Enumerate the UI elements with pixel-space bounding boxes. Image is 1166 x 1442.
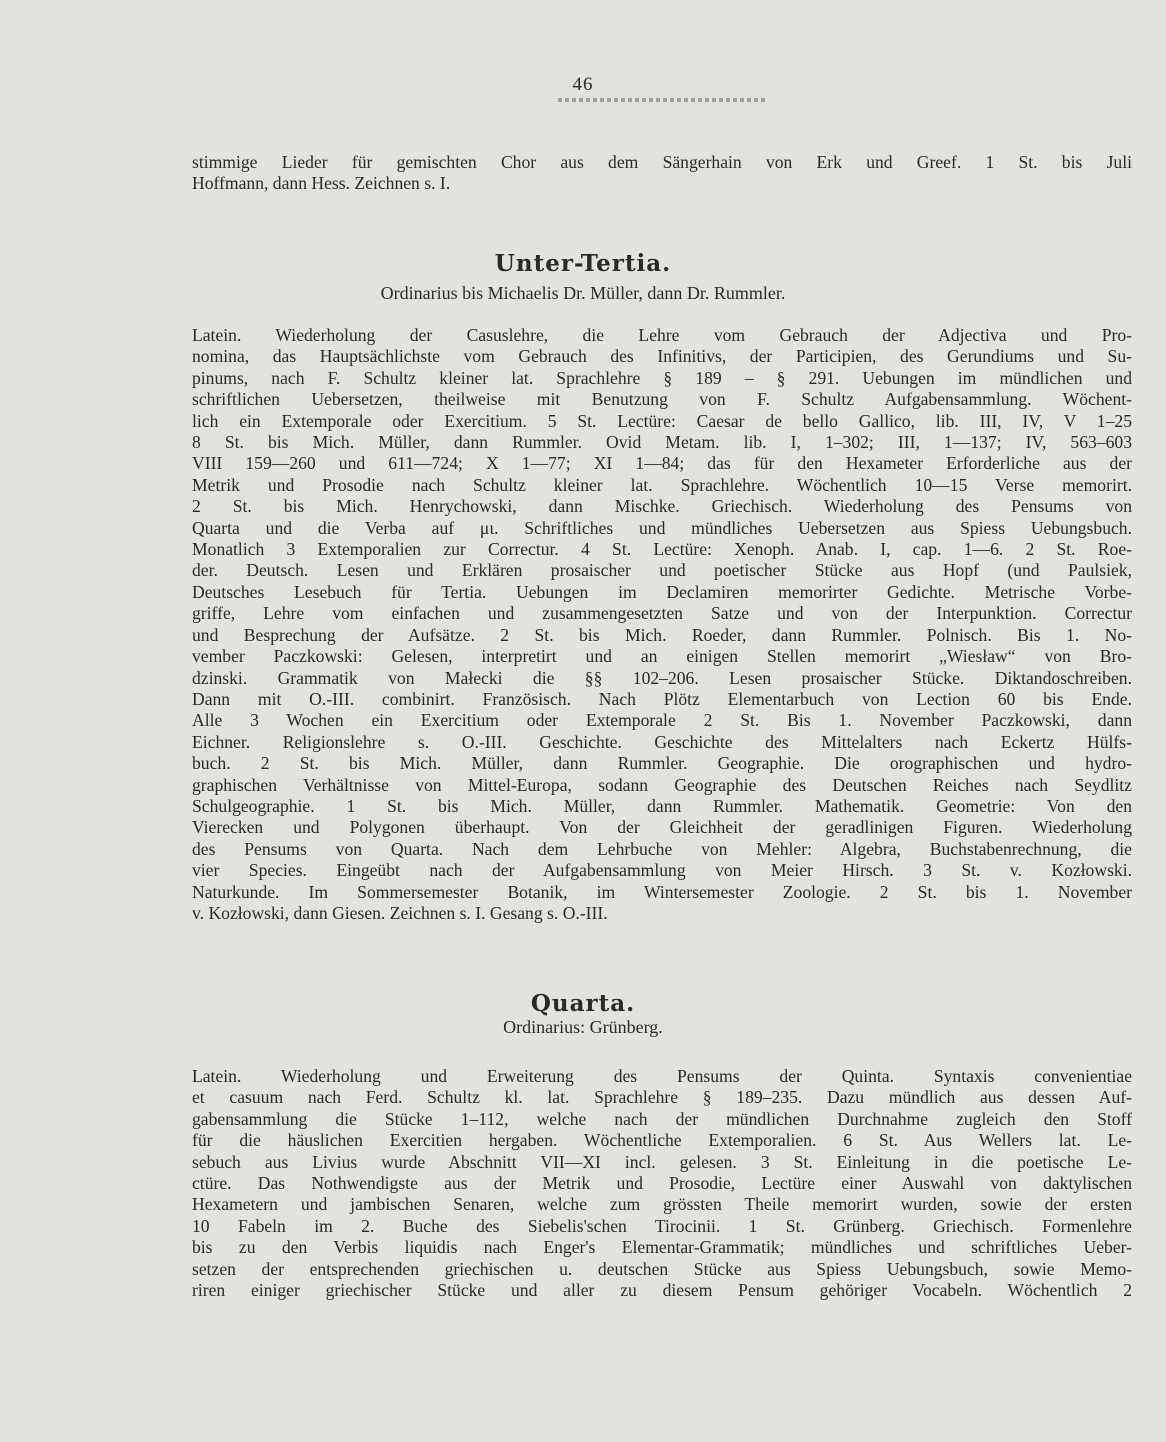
text-line: nomina, das Hauptsächlichste vom Gebrauch des Infinitivs, der Participien, des Gerundiums und Su- xyxy=(192,346,1132,367)
section-heading-unter-tertia: Unter-Tertia. xyxy=(494,250,672,277)
text-line: griffe, Lehre vom einfachen und zusammengesetzten Satze und von der Interpunktion. Correctur xyxy=(192,603,1132,624)
text-line: Dann mit O.-III. combinirt. Französisch. Nach Plötz Elementarbuch von Lection 60 bis Ende. xyxy=(192,688,1132,709)
text-line: Naturkunde. Im Sommersemester Botanik, im Wintersemester Zoologie. 2 St. bis 1. November xyxy=(192,881,1132,902)
text-line: bis zu den Verbis liquidis nach Enger's Elementar-Grammatik; mündliches und schriftliches Ueber- xyxy=(192,1237,1132,1258)
text-line: 2 St. bis Mich. Henrychowski, dann Mischke. Griechisch. Wiederholung des Pensums von xyxy=(192,496,1132,517)
text-line: Metrik und Prosodie nach Schultz kleiner lat. Sprachlehre. Wöchentlich 10—15 Verse memorirt. xyxy=(192,474,1132,495)
page-number-rule xyxy=(558,98,768,102)
text-line: und Besprechung der Aufsätze. 2 St. bis Mich. Roeder, dann Rummler. Polnisch. Bis 1. No- xyxy=(192,624,1132,645)
text-line: sebuch aus Livius wurde Abschnitt VII—XI incl. gelesen. 3 St. Einleitung in die poetische Le- xyxy=(192,1151,1132,1172)
text-line: Monatlich 3 Extemporalien zur Correctur. 4 St. Lectüre: Xenoph. Anab. I, cap. 1—6. 2 St. Roe- xyxy=(192,539,1132,560)
text-line: lich ein Extemporale oder Exercitium. 5 St. Lectüre: Caesar de bello Gallico, lib. III, IV, V 1–25 xyxy=(192,410,1132,431)
text-line: riren einiger griechischer Stücke und aller zu diesem Pensum gehöriger Vocabeln. Wöchentlich 2 xyxy=(192,1280,1132,1301)
text-line: schriftlichen Uebersetzen, theilweise mit Benutzung von F. Schultz Aufgabensammlung. Wöchent- xyxy=(192,389,1132,410)
page-number: 46 xyxy=(572,74,594,95)
text-line: für die häuslichen Exercitien hergaben. Wöchentliche Extemporalien. 6 St. Aus Wellers lat. Le- xyxy=(192,1130,1132,1151)
ordinarius-quarta: Ordinarius: Grünberg. xyxy=(503,1017,663,1037)
text-line: graphischen Verhältnisse von Mittel-Europa, sodann Geographie des Deutschen Reiches nach Seydlitz xyxy=(192,774,1132,795)
text-line: Alle 3 Wochen ein Exercitium oder Extemporale 2 St. Bis 1. November Paczkowski, dann xyxy=(192,710,1132,731)
text-line: gabensammlung die Stücke 1–112, welche nach der mündlichen Durchnahme zugleich den Stoff xyxy=(192,1108,1132,1129)
intro-paragraph xyxy=(192,152,1132,195)
text-line: vier Species. Eingeübt nach der Aufgabensammlung von Meier Hirsch. 3 St. v. Kozłowski. xyxy=(192,860,1132,881)
text-line: Schulgeographie. 1 St. bis Mich. Müller, dann Rummler. Mathematik. Geometrie: Von den xyxy=(192,795,1132,816)
text-line: Vierecken und Polygonen überhaupt. Von der Gleichheit der geradlinigen Figuren. Wiederholung xyxy=(192,817,1132,838)
text-line: Hoffmann, dann Hess. Zeichnen s. I. xyxy=(192,173,451,194)
text-line: des Pensums von Quarta. Nach dem Lehrbuche von Mehler: Algebra, Buchstabenrechnung, die xyxy=(192,838,1132,859)
text-line: stimmige Lieder für gemischten Chor aus dem Sängerhain von Erk und Greef. 1 St. bis Juli xyxy=(192,152,1132,172)
text-line: buch. 2 St. bis Mich. Müller, dann Rummler. Geographie. Die orographischen und hydro- xyxy=(192,753,1132,774)
text-line: vember Paczkowski: Gelesen, interpretirt und an einigen Stellen memorirt „Wiesław“ von Bro- xyxy=(192,646,1132,667)
text-line: der. Deutsch. Lesen und Erklären prosaischer und poetischer Stücke aus Hopf (und Paulsiek, xyxy=(192,560,1132,581)
text-line: Hexametern und jambischen Senaren, welche zum grössten Theile memorirt wurden, sowie der ersten xyxy=(192,1194,1132,1215)
text-line: dzinski. Grammatik von Małecki die §§ 102–206. Lesen prosaischer Stücke. Diktandoschreiben. xyxy=(192,667,1132,688)
text-line: 8 St. bis Mich. Müller, dann Rummler. Ovid Metam. lib. I, 1–302; III, 1—137; IV, 563–603 xyxy=(192,432,1132,453)
text-line: v. Kozłowski, dann Giesen. Zeichnen s. I. Gesang s. O.-III. xyxy=(192,902,608,923)
quarta-paragraph xyxy=(192,1066,1132,1301)
text-line: ctüre. Das Nothwendigste aus der Metrik und Prosodie, Lectüre einer Auswahl von daktylischen xyxy=(192,1173,1132,1194)
text-line: 10 Fabeln im 2. Buche des Siebelis'schen Tirocinii. 1 St. Grünberg. Griechisch. Formenlehre xyxy=(192,1215,1132,1236)
unter-tertia-paragraph xyxy=(192,325,1132,924)
text-line: et casuum nach Ferd. Schultz kl. lat. Sprachlehre § 189–235. Dazu mündlich aus dessen Auf- xyxy=(192,1087,1132,1108)
text-line: setzen der entsprechenden griechischen u. deutschen Stücke aus Spiess Uebungsbuch, sowie Memo- xyxy=(192,1258,1132,1279)
text-line: Latein. Wiederholung und Erweiterung des Pensums der Quinta. Syntaxis convenientiae xyxy=(192,1066,1132,1086)
text-line: Quarta und die Verba auf μι. Schriftliches und mündliches Uebersetzen aus Spiess Uebungsbuch. xyxy=(192,517,1132,538)
text-line: Deutsches Lesebuch für Tertia. Uebungen im Declamiren memorirter Gedichte. Metrische Vorbe- xyxy=(192,581,1132,602)
text-line: VIII 159—260 und 611—724; X 1—77; XI 1—84; das für den Hexameter Erforderliche aus der xyxy=(192,453,1132,474)
section-heading-quarta: Quarta. xyxy=(530,990,636,1017)
text-line: Eichner. Religionslehre s. O.-III. Geschichte. Geschichte des Mittelalters nach Eckertz Hülfs- xyxy=(192,731,1132,752)
text-line: pinums, nach F. Schultz kleiner lat. Sprachlehre § 189 – § 291. Uebungen im mündlichen und xyxy=(192,367,1132,388)
ordinarius-unter-tertia: Ordinarius bis Michaelis Dr. Müller, dann Dr. Rummler. xyxy=(380,283,786,303)
text-line: Latein. Wiederholung der Casuslehre, die Lehre vom Gebrauch der Adjectiva und Pro- xyxy=(192,325,1132,345)
